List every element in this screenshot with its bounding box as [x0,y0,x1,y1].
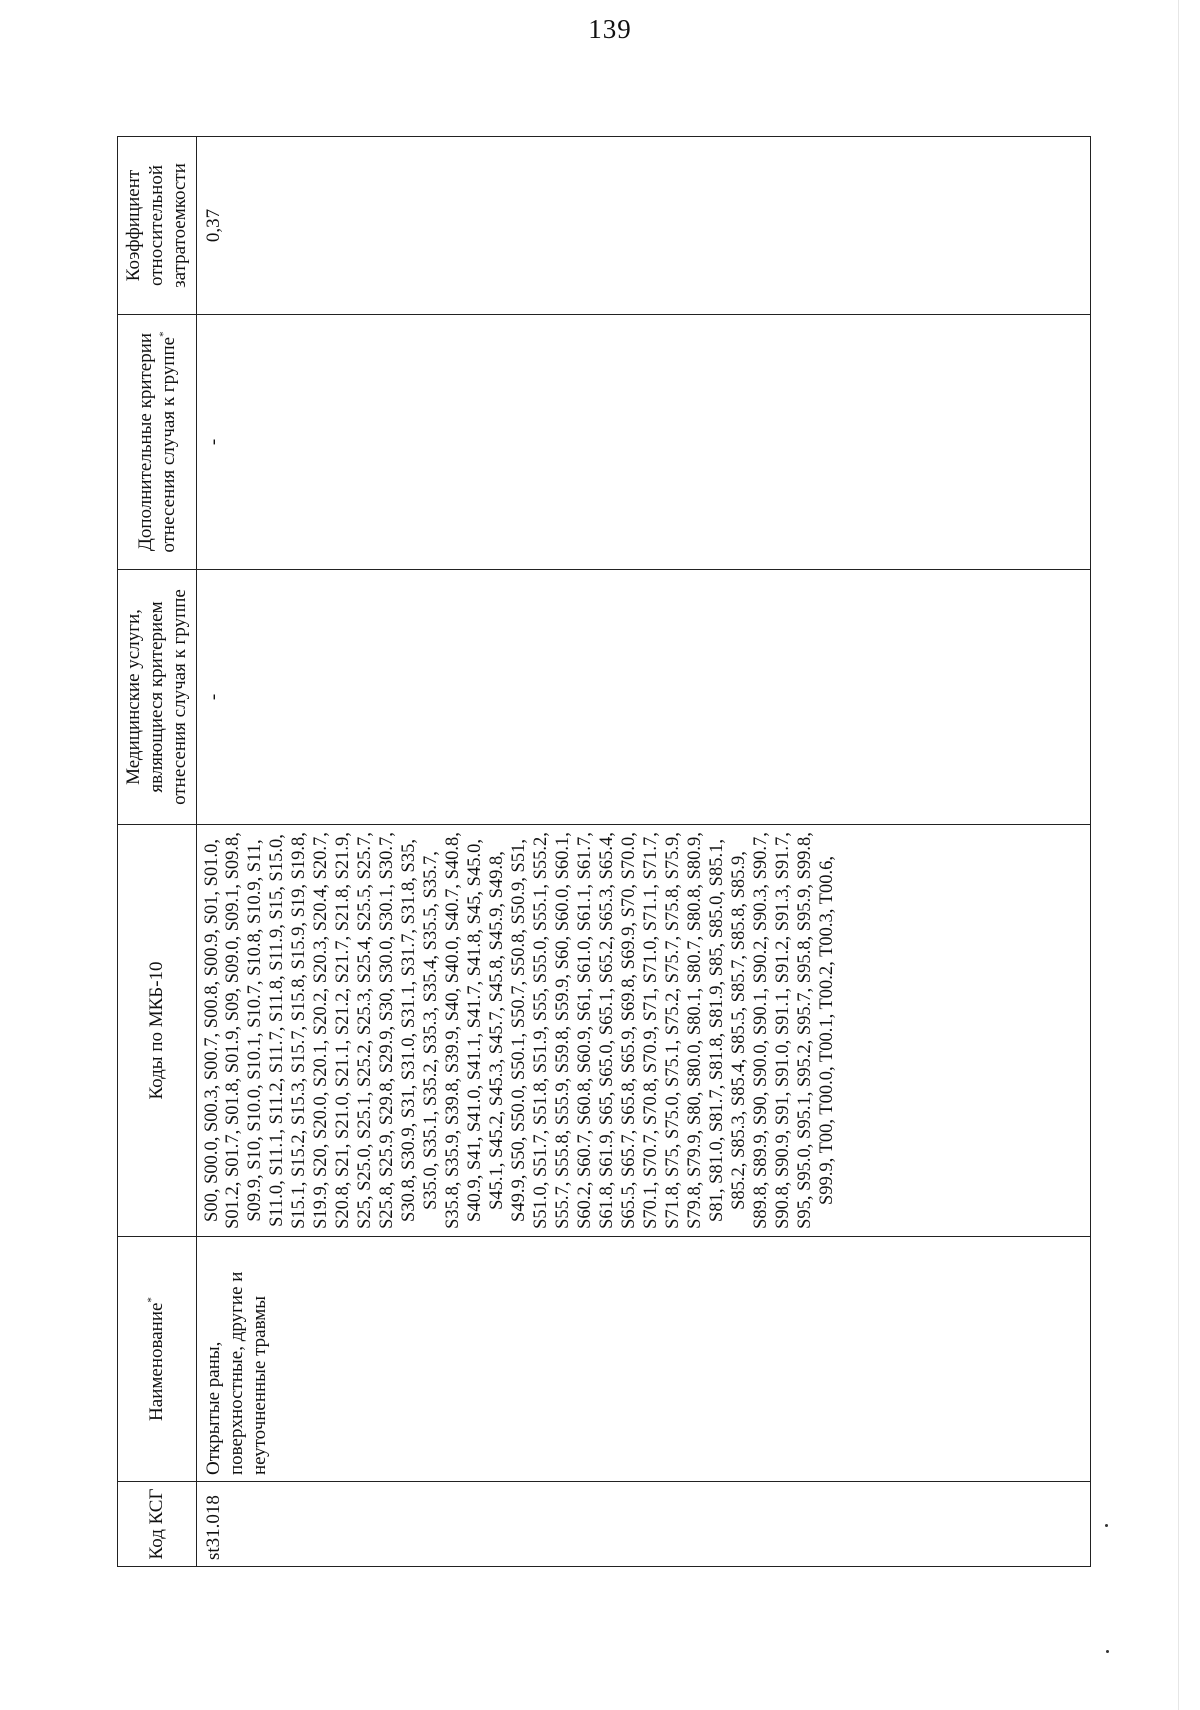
scan-edge-line [1178,0,1179,1710]
header-name: Наименование* [118,1237,197,1482]
cell-coefficient: 0,37 [196,137,1090,315]
footnote-mark: * [145,1297,158,1303]
header-icd-codes: Коды по МКБ-10 [118,825,197,1237]
header-coefficient: Коэффициент относительной затратоемкости [118,137,197,315]
footnote-mark: * [157,331,170,337]
cell-name: Открытые раны, поверхностные, другие и неуточненные травмы [196,1237,1090,1482]
scan-speck [1105,1524,1108,1527]
cell-services: - [196,570,1090,825]
header-services: Медицинские услуги, являющиеся критерием отнесения случая к группе [118,570,197,825]
header-ksg-code: Код КСГ [118,1482,197,1567]
header-criteria: Дополнительные критерии отнесения случая к группе* [118,315,197,570]
ksg-table-rotated [117,137,1091,1567]
table-row [196,137,1090,1567]
page-number: 139 [588,14,632,44]
ksg-table [117,136,1091,1567]
table-header-row [118,137,197,1567]
cell-ksg-code: st31.018 [196,1482,1090,1567]
cell-icd-codes: S00, S00.0, S00.3, S00.7, S00.8, S00.9, S01, S01.0, S01.2, S01.7, S01.8, S01.9, S09, S09.0, S09.1, S09.8, S09.9, S10, S10.0, S10.1, S10.7, S10.8, S10.9, S11, S11.0, S11.1, S11.2, S11.7, S11.8, S11.9, S15, S15.0, S15.1, S15.2, S15.3, S15.7, S15.8, S15.9, S19, S19.8, S19.9, S20, S20.0, S20.1, S20.2, S20.3, S20.4, S20.7, S20.8, S21, S21.0, S21.1, S21.2, S21.7, S21.8, S21.9, S25, S25.0, S25.1, S25.2, S25.3, S25.4, S25.5, S25.7, S25.8, S25.9, S29.8, S29.9, S30, S30.0, S30.1, S30.7, S30.8, S30.9, S31, S31.0, S31.1, S31.7, S31.8, S35, S35.0, S35.1, S35.2, S35.3, S35.4, S35.5, S35.7, S35.8, S35.9, S39.8, S39.9, S40, S40.0, S40.7, S40.8, S40.9, S41, S41.0, S41.1, S41.7, S41.8, S45, S45.0, S45.1, S45.2, S45.3, S45.7, S45.8, S45.9, S49.8, S49.9, S50, S50.0, S50.1, S50.7, S50.8, S50.9, S51, S51.0, S51.7, S51.8, S51.9, S55, S55.0, S55.1, S55.2, S55.7, S55.8, S55.9, S59.8, S59.9, S60, S60.0, S60.1, S60.2, S60.7, S60.8, S60.9, S61, S61.0, S61.1, S61.7, S61.8, S61.9, S65, S65.0, S65.1, S65.2, S65.3, S65.4, S65.5, S65.7, S65.8, S65.9, S69.8, S69.9, S70, S70.0, S70.1, S70.7, S70.8, S70.9, S71, S71.0, S71.1, S71.7, S71.8, S75, S75.0, S75.1, S75.2, S75.7, S75.8, S75.9, S79.8, S79.9, S80, S80.0, S80.1, S80.7, S80.8, S80.9, S81, S81.0, S81.7, S81.8, S81.9, S85, S85.0, S85.1, S85.2, S85.3, S85.4, S85.5, S85.7, S85.8, S85.9, S89.8, S89.9, S90, S90.0, S90.1, S90.2, S90.3, S90.7, S90.8, S90.9, S91, S91.0, S91.1, S91.2, S91.3, S91.7, S95, S95.0, S95.1, S95.2, S95.7, S95.8, S95.9, S99.8, S99.9, T00, T00.0, T00.1, T00.2, T00.3, T00.6, [196,825,1090,1237]
cell-criteria: - [196,315,1090,570]
scan-speck [1106,1650,1109,1653]
